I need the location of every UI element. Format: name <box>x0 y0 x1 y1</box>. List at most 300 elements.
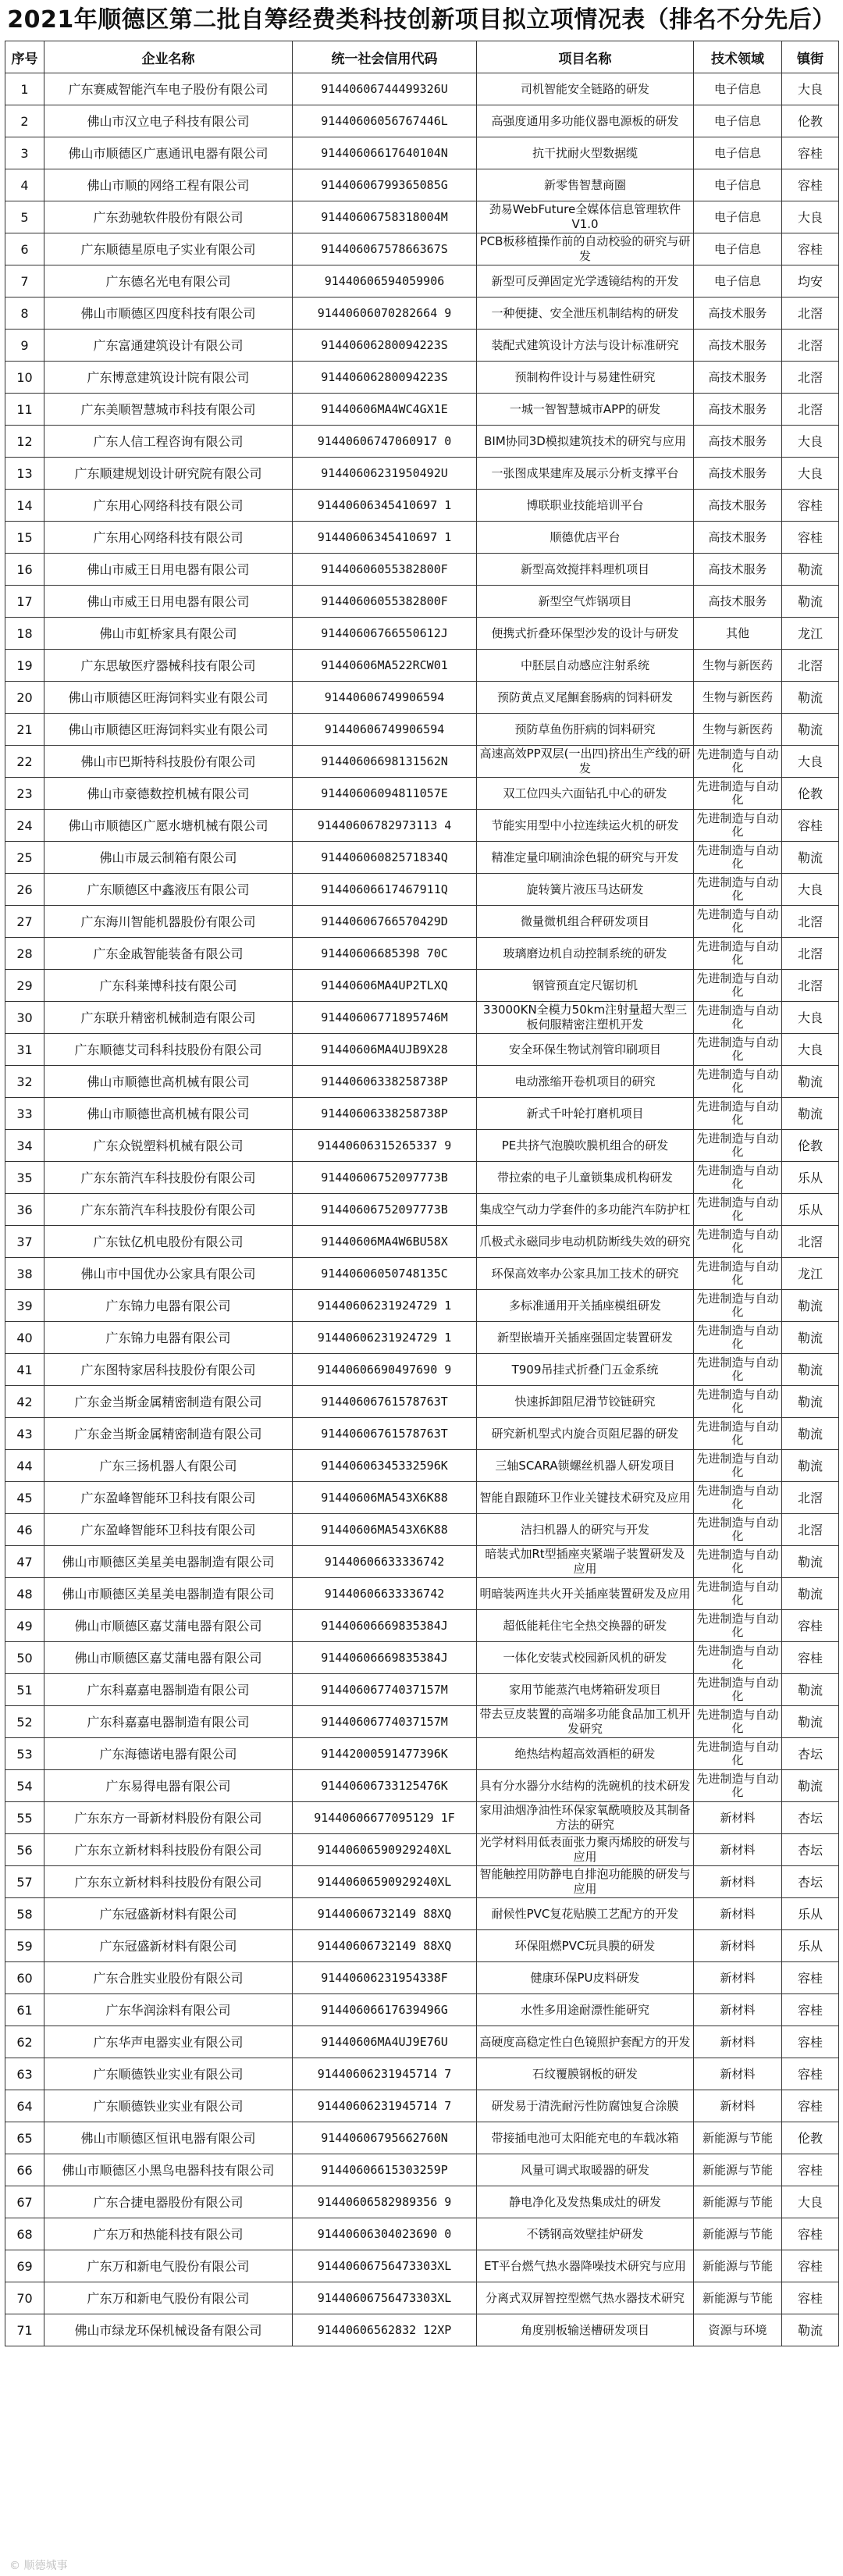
tech-field: 先进制造与自动化 <box>694 1386 782 1418</box>
table-row <box>5 1866 839 1898</box>
table-row <box>5 1130 839 1162</box>
table-row <box>5 265 839 298</box>
project-name: 新型空气炸锅项目 <box>477 586 694 618</box>
row-index: 44 <box>5 1450 44 1482</box>
row-index: 50 <box>5 1642 44 1674</box>
town: 容桂 <box>782 169 839 201</box>
tech-field: 电子信息 <box>694 73 782 105</box>
credit-code: 91440606782973113 4 <box>293 810 477 842</box>
town: 勒流 <box>782 714 839 746</box>
row-index: 39 <box>5 1290 44 1322</box>
tech-field: 先进制造与自动化 <box>694 1098 782 1130</box>
town: 北滘 <box>782 1482 839 1514</box>
tech-field: 电子信息 <box>694 105 782 137</box>
row-index: 55 <box>5 1802 44 1834</box>
project-name: 安全环保生物试剂管印刷项目 <box>477 1034 694 1066</box>
town: 北滘 <box>782 362 839 394</box>
row-index: 14 <box>5 490 44 522</box>
table-row <box>5 554 839 586</box>
table-row <box>5 1258 839 1290</box>
company-name: 佛山市顺德世高机械有限公司 <box>44 1066 293 1098</box>
town: 大良 <box>782 746 839 778</box>
credit-code: 91440606698131562N <box>293 746 477 778</box>
tech-field: 先进制造与自动化 <box>694 906 782 938</box>
company-name: 佛山市威王日用电器有限公司 <box>44 586 293 618</box>
credit-code: 91440606749906594 <box>293 682 477 714</box>
town: 乐从 <box>782 1930 839 1962</box>
company-name: 广东金当斯金属精密制造有限公司 <box>44 1418 293 1450</box>
project-name: 一体化安装式校园新风机的研发 <box>477 1642 694 1674</box>
project-name: BIM协同3D模拟建筑技术的研究与应用 <box>477 426 694 458</box>
table-row <box>5 73 839 105</box>
company-name: 广东赛威智能汽车电子股份有限公司 <box>44 73 293 105</box>
row-index: 19 <box>5 650 44 682</box>
table-row <box>5 1930 839 1962</box>
row-index: 59 <box>5 1930 44 1962</box>
tech-field: 新材料 <box>694 1994 782 2026</box>
table-row <box>5 1834 839 1866</box>
company-name: 广东顺德星原电子实业有限公司 <box>44 233 293 265</box>
company-name: 佛山市顺德区旺海饲料实业有限公司 <box>44 682 293 714</box>
project-name: 旋转簧片液压马达研发 <box>477 874 694 906</box>
tech-field: 先进制造与自动化 <box>694 1450 782 1482</box>
company-name: 广东锦力电器有限公司 <box>44 1290 293 1322</box>
credit-code: 91440606280094223S <box>293 330 477 362</box>
row-index: 65 <box>5 2122 44 2154</box>
project-name: 博联职业技能培训平台 <box>477 490 694 522</box>
project-name: 静电净化及发热集成灶的研发 <box>477 2186 694 2218</box>
table-row <box>5 586 839 618</box>
company-name: 广东金当斯金属精密制造有限公司 <box>44 1386 293 1418</box>
credit-code: 91440606315265337 9 <box>293 1130 477 1162</box>
row-index: 12 <box>5 426 44 458</box>
tech-field: 先进制造与自动化 <box>694 1226 782 1258</box>
town: 杏坛 <box>782 1802 839 1834</box>
town: 容桂 <box>782 1994 839 2026</box>
project-name: 多标准通用开关插座模组研发 <box>477 1290 694 1322</box>
row-index: 56 <box>5 1834 44 1866</box>
header-row <box>5 41 839 73</box>
table-row <box>5 1354 839 1386</box>
row-index: 7 <box>5 265 44 298</box>
table-row <box>5 1098 839 1130</box>
row-index: 8 <box>5 298 44 330</box>
project-name: 集成空气动力学套件的多功能汽车防护杠 <box>477 1194 694 1226</box>
project-name: 家用节能蒸汽电烤箱研发项目 <box>477 1674 694 1706</box>
town: 北滘 <box>782 298 839 330</box>
company-name: 广东顺德区中鑫液压有限公司 <box>44 874 293 906</box>
company-name: 佛山市顺德世高机械有限公司 <box>44 1098 293 1130</box>
table-row <box>5 490 839 522</box>
row-index: 62 <box>5 2026 44 2058</box>
project-name: 光学材料用低表面张力聚丙烯胶的研发与应用 <box>477 1834 694 1866</box>
project-name: 抗干扰耐火型数据缆 <box>477 137 694 169</box>
town: 容桂 <box>782 137 839 169</box>
credit-code: 91440606766570429D <box>293 906 477 938</box>
table-row <box>5 618 839 650</box>
table-row <box>5 906 839 938</box>
town: 北滘 <box>782 938 839 970</box>
town: 伦教 <box>782 778 839 810</box>
town: 勒流 <box>782 586 839 618</box>
tech-field: 先进制造与自动化 <box>694 1706 782 1738</box>
row-index: 11 <box>5 394 44 426</box>
tech-field: 先进制造与自动化 <box>694 1770 782 1802</box>
credit-code: 91440606774037157M <box>293 1706 477 1738</box>
header-project: 项目名称 <box>477 41 694 73</box>
table-row <box>5 2314 839 2346</box>
credit-code: 91440606677095129 1F <box>293 1802 477 1834</box>
tech-field: 电子信息 <box>694 265 782 298</box>
credit-code: 91442000591477396K <box>293 1738 477 1770</box>
tech-field: 先进制造与自动化 <box>694 1354 782 1386</box>
table-row <box>5 2282 839 2314</box>
credit-code: 91440606733125476K <box>293 1770 477 1802</box>
project-name: 玻璃磨边机自动控制系统的研发 <box>477 938 694 970</box>
company-name: 广东华润涂料有限公司 <box>44 1994 293 2026</box>
company-name: 广东锦力电器有限公司 <box>44 1322 293 1354</box>
tech-field: 其他 <box>694 618 782 650</box>
town: 北滘 <box>782 394 839 426</box>
company-name: 广东易得电器有限公司 <box>44 1770 293 1802</box>
company-name: 佛山市绿龙环保机械设备有限公司 <box>44 2314 293 2346</box>
project-name: 带去豆皮装置的高端多功能食品加工机开发研究 <box>477 1706 694 1738</box>
town: 龙江 <box>782 618 839 650</box>
table-row <box>5 2250 839 2282</box>
credit-code: 91440606345410697 1 <box>293 522 477 554</box>
row-index: 57 <box>5 1866 44 1898</box>
project-name: 高强度通用多功能仪器电源板的研发 <box>477 105 694 137</box>
table-row <box>5 1002 839 1034</box>
company-name: 佛山市顺德区嘉艾蒲电器有限公司 <box>44 1642 293 1674</box>
town: 大良 <box>782 73 839 105</box>
header-town: 镇街 <box>782 41 839 73</box>
tech-field: 新能源与节能 <box>694 2154 782 2186</box>
town: 龙江 <box>782 1258 839 1290</box>
project-name: 节能实用型中小拉连续运火机的研发 <box>477 810 694 842</box>
project-name: 司机智能安全链路的研发 <box>477 73 694 105</box>
table-row <box>5 1802 839 1834</box>
company-name: 广东美顺智慧城市科技有限公司 <box>44 394 293 426</box>
credit-code: 91440606MA522RCW01 <box>293 650 477 682</box>
row-index: 52 <box>5 1706 44 1738</box>
row-index: 3 <box>5 137 44 169</box>
row-index: 35 <box>5 1162 44 1194</box>
town: 北滘 <box>782 1514 839 1546</box>
credit-code: 91440606590929240XL <box>293 1866 477 1898</box>
credit-code: 91440606756473303XL <box>293 2250 477 2282</box>
project-name: 研发易于清洗耐污性防腐蚀复合涂膜 <box>477 2090 694 2122</box>
town: 杏坛 <box>782 1834 839 1866</box>
project-name: 耐候性PVC复花贴膜工艺配方的开发 <box>477 1898 694 1930</box>
tech-field: 新材料 <box>694 2090 782 2122</box>
table-row <box>5 2026 839 2058</box>
credit-code: 91440606774037157M <box>293 1674 477 1706</box>
tech-field: 新材料 <box>694 2026 782 2058</box>
tech-field: 先进制造与自动化 <box>694 1418 782 1450</box>
credit-code: 91440606752097773B <box>293 1194 477 1226</box>
company-name: 广东华声电器实业有限公司 <box>44 2026 293 2058</box>
credit-code: 91440606082571834Q <box>293 842 477 874</box>
table-row <box>5 2218 839 2250</box>
town: 容桂 <box>782 2250 839 2282</box>
tech-field: 先进制造与自动化 <box>694 746 782 778</box>
company-name: 广东科莱博科技有限公司 <box>44 970 293 1002</box>
row-index: 1 <box>5 73 44 105</box>
credit-code: 91440606669835384J <box>293 1642 477 1674</box>
row-index: 60 <box>5 1962 44 1994</box>
header-company: 企业名称 <box>44 41 293 73</box>
tech-field: 先进制造与自动化 <box>694 1162 782 1194</box>
company-name: 广东海德诺电器有限公司 <box>44 1738 293 1770</box>
company-name: 广东万和热能科技有限公司 <box>44 2218 293 2250</box>
town: 容桂 <box>782 2090 839 2122</box>
tech-field: 高技术服务 <box>694 586 782 618</box>
row-index: 51 <box>5 1674 44 1706</box>
credit-code: 91440606795662760N <box>293 2122 477 2154</box>
tech-field: 先进制造与自动化 <box>694 810 782 842</box>
table-row <box>5 1322 839 1354</box>
project-name: 一张图成果建库及展示分析支撑平台 <box>477 458 694 490</box>
company-name: 佛山市晟云制箱有限公司 <box>44 842 293 874</box>
credit-code: 91440606231945714 7 <box>293 2090 477 2122</box>
town: 大良 <box>782 1002 839 1034</box>
company-name: 佛山市顺德区四度科技有限公司 <box>44 298 293 330</box>
project-name: 中胚层自动感应注射系统 <box>477 650 694 682</box>
project-name: 带接插电池可太阳能充电的车载冰箱 <box>477 2122 694 2154</box>
table-row <box>5 426 839 458</box>
company-name: 广东用心网络科技有限公司 <box>44 522 293 554</box>
table-row <box>5 1514 839 1546</box>
row-index: 41 <box>5 1354 44 1386</box>
town: 乐从 <box>782 1194 839 1226</box>
town: 勒流 <box>782 1706 839 1738</box>
table-row <box>5 2154 839 2186</box>
project-name: 带拉索的电子儿童锁集成机构研发 <box>477 1162 694 1194</box>
credit-code: 91440606338258738P <box>293 1098 477 1130</box>
company-name: 佛山市顺的网络工程有限公司 <box>44 169 293 201</box>
watermark: © 顺德城事 <box>9 2560 68 2572</box>
table-row <box>5 1482 839 1514</box>
tech-field: 新材料 <box>694 1962 782 1994</box>
company-name: 广东冠盛新材料有限公司 <box>44 1930 293 1962</box>
credit-code: 91440606617640104N <box>293 137 477 169</box>
company-name: 广东众锐塑料机械有限公司 <box>44 1130 293 1162</box>
company-name: 广东钛亿机电股份有限公司 <box>44 1226 293 1258</box>
town: 勒流 <box>782 1098 839 1130</box>
credit-code: 91440606070282664 9 <box>293 298 477 330</box>
company-name: 广东海川智能机器股份有限公司 <box>44 906 293 938</box>
tech-field: 先进制造与自动化 <box>694 1514 782 1546</box>
credit-code: 91440606758318004M <box>293 201 477 233</box>
town: 杏坛 <box>782 1866 839 1898</box>
company-name: 佛山市顺德区美星美电器制造有限公司 <box>44 1578 293 1610</box>
company-name: 佛山市威王日用电器有限公司 <box>44 554 293 586</box>
town: 大良 <box>782 426 839 458</box>
project-name: 爪极式永磁同步电动机防断线失效的研究 <box>477 1226 694 1258</box>
row-index: 6 <box>5 233 44 265</box>
table-row <box>5 1642 839 1674</box>
company-name: 广东顺建规划设计研究院有限公司 <box>44 458 293 490</box>
row-index: 2 <box>5 105 44 137</box>
company-name: 佛山市虹桥家具有限公司 <box>44 618 293 650</box>
table-row <box>5 362 839 394</box>
credit-code: 91440606732149 88XQ <box>293 1930 477 1962</box>
company-name: 佛山市巴斯特科技股份有限公司 <box>44 746 293 778</box>
table-row <box>5 1066 839 1098</box>
tech-field: 新材料 <box>694 2058 782 2090</box>
table-row <box>5 522 839 554</box>
row-index: 5 <box>5 201 44 233</box>
table-row <box>5 330 839 362</box>
town: 容桂 <box>782 2026 839 2058</box>
credit-code: 91440606231924729 1 <box>293 1322 477 1354</box>
credit-code: 91440606744499326U <box>293 73 477 105</box>
project-name: 快速拆卸阻尼滑节铰链研究 <box>477 1386 694 1418</box>
row-index: 17 <box>5 586 44 618</box>
town: 容桂 <box>782 233 839 265</box>
row-index: 68 <box>5 2218 44 2250</box>
row-index: 27 <box>5 906 44 938</box>
table-row <box>5 458 839 490</box>
town: 伦教 <box>782 2122 839 2154</box>
tech-field: 先进制造与自动化 <box>694 1034 782 1066</box>
credit-code: 91440606594059906 <box>293 265 477 298</box>
company-name: 广东用心网络科技有限公司 <box>44 490 293 522</box>
header-tech-field: 技术领域 <box>694 41 782 73</box>
table-row <box>5 1290 839 1322</box>
table-row <box>5 298 839 330</box>
tech-field: 高技术服务 <box>694 330 782 362</box>
credit-code: 91440606055382800F <box>293 586 477 618</box>
tech-field: 高技术服务 <box>694 394 782 426</box>
project-name: 劲易WebFuture全媒体信息管理软件V1.0 <box>477 201 694 233</box>
row-index: 29 <box>5 970 44 1002</box>
row-index: 28 <box>5 938 44 970</box>
credit-code: 91440606055382800F <box>293 554 477 586</box>
town: 均安 <box>782 265 839 298</box>
project-name: 顺德优店平台 <box>477 522 694 554</box>
company-name: 广东东箭汽车科技股份有限公司 <box>44 1194 293 1226</box>
table-row <box>5 1546 839 1578</box>
credit-code: 91440606761578763T <box>293 1386 477 1418</box>
table-row <box>5 1386 839 1418</box>
header-credit-code: 统一社会信用代码 <box>293 41 477 73</box>
town: 乐从 <box>782 1162 839 1194</box>
row-index: 32 <box>5 1066 44 1098</box>
project-name: 精准定量印刷油涂色辊的研究与开发 <box>477 842 694 874</box>
row-index: 64 <box>5 2090 44 2122</box>
tech-field: 电子信息 <box>694 169 782 201</box>
table-row <box>5 938 839 970</box>
credit-code: 91440606582989356 9 <box>293 2186 477 2218</box>
project-name: 新零售智慧商圈 <box>477 169 694 201</box>
company-name: 广东联升精密机械制造有限公司 <box>44 1002 293 1034</box>
project-name: 环保高效率办公家具加工技术的研究 <box>477 1258 694 1290</box>
project-name: 预防草鱼伤肝病的饲料研究 <box>477 714 694 746</box>
table-row <box>5 874 839 906</box>
credit-code: 91440606749906594 <box>293 714 477 746</box>
row-index: 23 <box>5 778 44 810</box>
project-name: 钢管预直定尺锯切机 <box>477 970 694 1002</box>
table-row <box>5 650 839 682</box>
credit-code: 91440606MA4UJB9X28 <box>293 1034 477 1066</box>
project-name: PE共挤气泡膜吹膜机组合的研发 <box>477 1130 694 1162</box>
row-index: 54 <box>5 1770 44 1802</box>
town: 容桂 <box>782 2058 839 2090</box>
tech-field: 新能源与节能 <box>694 2122 782 2154</box>
project-table <box>5 41 839 2346</box>
company-name: 佛山市顺德区小黑鸟电器科技有限公司 <box>44 2154 293 2186</box>
row-index: 37 <box>5 1226 44 1258</box>
credit-code: 91440606747060917 0 <box>293 426 477 458</box>
credit-code: 91440606056767446L <box>293 105 477 137</box>
town: 勒流 <box>782 1322 839 1354</box>
company-name: 佛山市顺德区广愿水塘机械有限公司 <box>44 810 293 842</box>
row-index: 42 <box>5 1386 44 1418</box>
row-index: 46 <box>5 1514 44 1546</box>
tech-field: 高技术服务 <box>694 554 782 586</box>
project-name: 智能触控用防静电自排泡功能膜的研发与应用 <box>477 1866 694 1898</box>
project-name: 具有分水器分水结构的洗碗机的技术研发 <box>477 1770 694 1802</box>
credit-code: 91440606590929240XL <box>293 1834 477 1866</box>
row-index: 36 <box>5 1194 44 1226</box>
company-name: 广东顺德艾司科科技股份有限公司 <box>44 1034 293 1066</box>
credit-code: 91440606690497690 9 <box>293 1354 477 1386</box>
company-name: 佛山市顺德区广惠通讯电器有限公司 <box>44 137 293 169</box>
town: 乐从 <box>782 1898 839 1930</box>
row-index: 66 <box>5 2154 44 2186</box>
project-name: 不锈钢高效壁挂炉研发 <box>477 2218 694 2250</box>
credit-code: 91440606761578763T <box>293 1418 477 1450</box>
tech-field: 电子信息 <box>694 201 782 233</box>
credit-code: 91440606633336742 <box>293 1546 477 1578</box>
tech-field: 先进制造与自动化 <box>694 778 782 810</box>
credit-code: 91440606280094223S <box>293 362 477 394</box>
project-name: 健康环保PU皮料研发 <box>477 1962 694 1994</box>
credit-code: 91440606231954338F <box>293 1962 477 1994</box>
tech-field: 先进制造与自动化 <box>694 1610 782 1642</box>
town: 北滘 <box>782 330 839 362</box>
company-name: 佛山市顺德区旺海饲料实业有限公司 <box>44 714 293 746</box>
town: 北滘 <box>782 970 839 1002</box>
project-name: 超低能耗住宅全热交换器的研发 <box>477 1610 694 1642</box>
company-name: 广东合捷电器股份有限公司 <box>44 2186 293 2218</box>
project-name: 新型高效搅拌料理机项目 <box>477 554 694 586</box>
tech-field: 先进制造与自动化 <box>694 938 782 970</box>
row-index: 4 <box>5 169 44 201</box>
row-index: 10 <box>5 362 44 394</box>
project-name: 暗装式加Rt型插座夹紧端子装置研发及应用 <box>477 1546 694 1578</box>
project-name: ET平台燃气热水器降噪技术研究与应用 <box>477 2250 694 2282</box>
town: 勒流 <box>782 1290 839 1322</box>
project-name: 新型嵌墙开关插座强固定装置研发 <box>477 1322 694 1354</box>
row-index: 15 <box>5 522 44 554</box>
company-name: 广东东立新材料科技股份有限公司 <box>44 1866 293 1898</box>
project-name: 明暗装两连共火开关插座装置研发及应用 <box>477 1578 694 1610</box>
town: 勒流 <box>782 1578 839 1610</box>
row-index: 63 <box>5 2058 44 2090</box>
table-row <box>5 2122 839 2154</box>
credit-code: 91440606MA4UP2TLXQ <box>293 970 477 1002</box>
credit-code: 91440606338258738P <box>293 1066 477 1098</box>
table-row <box>5 1418 839 1450</box>
credit-code: 91440606615303259P <box>293 2154 477 2186</box>
project-name: 角度别板输送槽研发项目 <box>477 2314 694 2346</box>
credit-code: 91440606MA4UJ9E76U <box>293 2026 477 2058</box>
table-row <box>5 1706 839 1738</box>
row-index: 40 <box>5 1322 44 1354</box>
